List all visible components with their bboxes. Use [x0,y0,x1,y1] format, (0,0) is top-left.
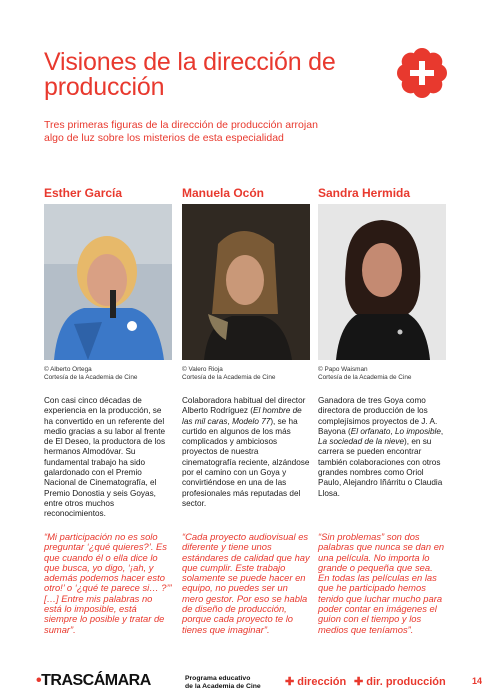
profile-esther-garcia [44,186,172,635]
portrait-photo [44,204,172,360]
photo-credit-author: © Valero Rioja [182,366,223,373]
bio-text: , [390,426,395,436]
photo-credit-source: Cortesía de la Academia de Cine [318,374,412,381]
film-title: El orfanato [350,426,391,436]
bio-text: Ganadora de tres Goya como directora de producción de los complejísimos proyectos de J. A. Bayona ( [318,396,438,436]
page-footer [36,670,483,694]
film-title: Lo imposible [394,426,441,436]
profile-manuela-ocon [182,186,310,635]
plus-icon: ✚ [285,676,295,688]
photo-credit-author: © Papo Waisman [318,366,368,373]
intro-text: Tres primeras figuras de la dirección de producción arrojan algo de luz sobre los misterios de esta especialidad [44,119,318,144]
tag-dir-produccion[interactable] [354,675,446,688]
program-line: de la Academia de Cine [185,682,261,690]
film-title: La sociedad de la nieve [318,437,405,447]
photo-credit [318,366,446,388]
profile-name: Esther García [44,186,123,200]
profile-name: Manuela Ocón [182,186,265,200]
portrait-photo [318,204,446,360]
photo-credit-source: Cortesía de la Academia de Cine [182,374,276,381]
photo-credit-source: Cortesía de la Academia de Cine [44,374,138,381]
bio-text: , [227,416,233,426]
portrait-photo [182,204,310,360]
profile-quote: “Sin problemas” son dos palabras que nunca se dan en una película. No importa lo grande o pequeña que sea. En todas las películas en las que he participado hemos tenido que luchar mucho para poder contar en imágenes el guion con el tiempo y los medios que teníamos”. [318,531,445,635]
program-label [185,675,261,690]
photo-credit [182,366,310,388]
brand-dot-icon: • [36,672,42,689]
plus-cross-icon [397,48,447,98]
brand-name: TRASCÁMARA [41,672,151,689]
bio-text: ), en su carrera se pueden encontrar también colaboraciones con otros grandes nombres como Oriol Paulo, Alejandro Iñárritu o Claudia Llosa. [318,437,443,498]
brand-logo [36,672,151,690]
photo-credit-author: © Alberto Ortega [44,366,92,373]
tag-direccion[interactable] [285,675,346,688]
film-title: El hombre de las mil caras [182,406,302,426]
page-number: 14 [472,676,483,686]
profile-bio: Con casi cinco décadas de experiencia en la producción, se ha convertido en un referente del medio gracias a su labor al frente de El Deseo, la productora de los hermanos Almodóvar. Su fundamental trabajo ha sido galardonado con el Premio Nacional de Cinematografía, el Premio Donostia y seis Goyas, entre otros muchos reconocimientos. [44,396,166,519]
profile-quote: “Mi participación no es solo preguntar ‘¿qué quieres?’. Es que cuando él o ella dice lo que busca, yo digo, ‘¡ah, y además podemos hacer esto otro!’ o ‘¿qué te parece si… ?’” […] Entre mis palabras no está lo imposible, está siempre lo posible y tratar de sumar”. [44,531,172,635]
program-line: Programa educativo [185,675,251,682]
photo-credit [44,366,172,388]
profile-name: Sandra Hermida [318,186,411,200]
profile-sandra-hermida [318,186,446,635]
profile-bio [318,396,446,526]
bio-text: ), se ha curtido en algunos de los más complicados y ambiciosos proyectos de nuestra cinematografía reciente, alzándose por el camino con un Goya y convirtiéndose en una de las profesionales más reputadas del sector. [182,416,310,508]
tag-label: dirección [297,676,347,688]
bio-text: , [440,426,444,436]
film-title: Modelo 77 [232,416,271,426]
page-title: Visiones de la dirección de producción [44,48,336,101]
tag-label: dir. producción [366,676,446,688]
profile-quote: “Cada proyecto audiovisual es diferente y tiene unos estándares de calidad que hay que cumplir. Este trabajo solamente se puede hacer en equipo, no puedes ser un mero gestor. Por eso se habla de diseño de producción, porque cada proyecto te lo tienes que imaginar”. [182,531,310,635]
bio-text: Colaboradora habitual del director Alberto Rodríguez ( [182,396,306,416]
profile-bio [182,396,310,526]
plus-icon: ✚ [354,676,364,688]
